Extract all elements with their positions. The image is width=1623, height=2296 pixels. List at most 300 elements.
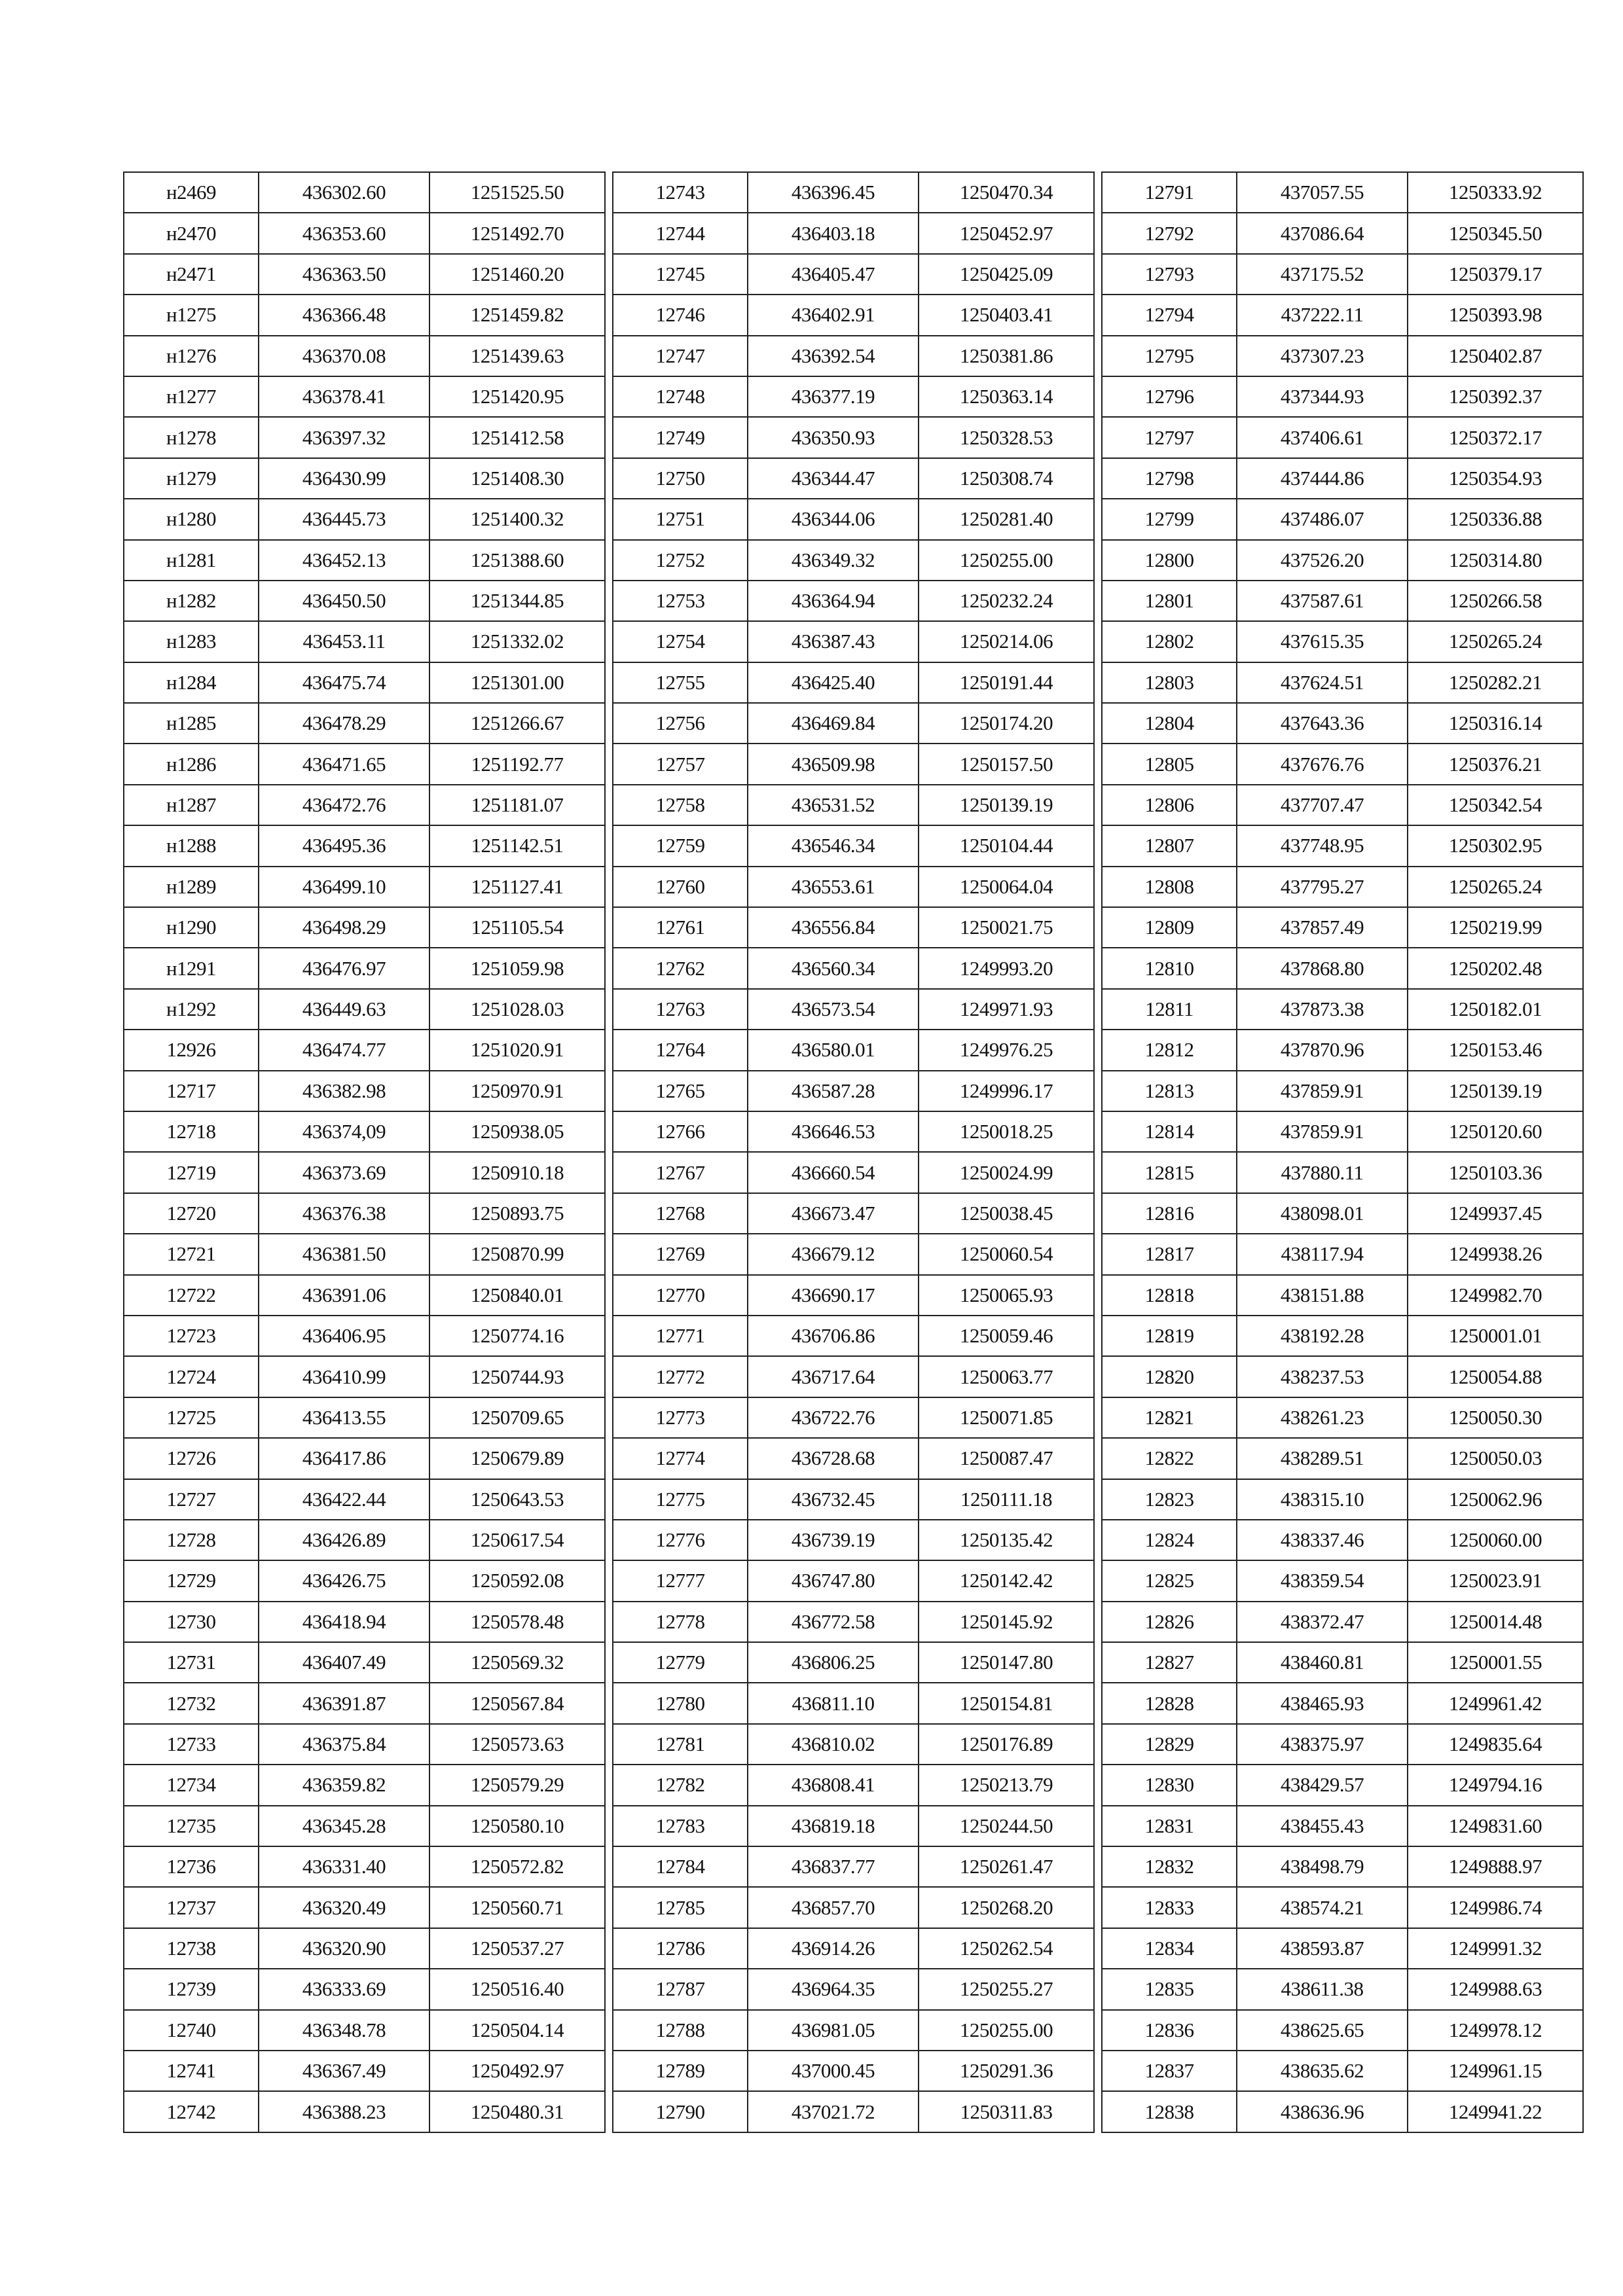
point-id-cell: 12831	[1102, 1806, 1237, 1846]
y-coordinate-cell: 1249831.60	[1408, 1806, 1583, 1846]
table-row	[124, 867, 605, 907]
y-coordinate-cell: 1251459.82	[429, 295, 605, 335]
x-coordinate-cell: 436302.60	[259, 172, 429, 213]
y-coordinate-cell: 1250018.25	[919, 1111, 1094, 1152]
y-coordinate-cell: 1249971.93	[919, 989, 1094, 1030]
point-id-cell: 12723	[124, 1316, 259, 1356]
table-row	[613, 1806, 1094, 1846]
x-coordinate-cell: 436476.97	[259, 948, 429, 988]
y-coordinate-cell: 1250592.08	[429, 1560, 605, 1601]
point-id-cell: 12837	[1102, 2051, 1237, 2091]
x-coordinate-cell: 438337.46	[1237, 1520, 1408, 1560]
point-id-cell: 12823	[1102, 1479, 1237, 1520]
y-coordinate-cell: 1250054.88	[1408, 1356, 1583, 1397]
table-row	[124, 1887, 605, 1928]
x-coordinate-cell: 436391.06	[259, 1275, 429, 1316]
table-row	[613, 295, 1094, 335]
y-coordinate-cell: 1250232.24	[919, 581, 1094, 621]
y-coordinate-cell: 1250265.24	[1408, 867, 1583, 907]
y-coordinate-cell: 1251420.95	[429, 376, 605, 417]
point-id-cell: 12815	[1102, 1152, 1237, 1193]
y-coordinate-cell: 1250537.27	[429, 1928, 605, 1969]
x-coordinate-cell: 436382.98	[259, 1071, 429, 1111]
y-coordinate-cell: 1250065.93	[919, 1275, 1094, 1316]
y-coordinate-cell: 1250569.32	[429, 1642, 605, 1683]
y-coordinate-cell: 1250219.99	[1408, 907, 1583, 948]
x-coordinate-cell: 436453.11	[259, 621, 429, 662]
point-id-cell: 12719	[124, 1152, 259, 1193]
table-row	[124, 540, 605, 581]
table-row	[1102, 621, 1583, 662]
point-id-cell: 12760	[613, 867, 748, 907]
point-id-cell: 12789	[613, 2051, 748, 2091]
point-id-cell: 12718	[124, 1111, 259, 1152]
table-row	[124, 1152, 605, 1193]
table-row	[613, 621, 1094, 662]
point-id-cell: 12743	[613, 172, 748, 213]
x-coordinate-cell: 438460.81	[1237, 1642, 1408, 1683]
point-id-cell: 12748	[613, 376, 748, 417]
point-id-cell: 12835	[1102, 1969, 1237, 2009]
y-coordinate-cell: 1251105.54	[429, 907, 605, 948]
x-coordinate-cell: 436469.84	[748, 703, 919, 744]
table-row	[124, 376, 605, 417]
point-id-cell: 12812	[1102, 1030, 1237, 1070]
y-coordinate-cell: 1251332.02	[429, 621, 605, 662]
table-row	[124, 785, 605, 825]
y-coordinate-cell: 1250516.40	[429, 1969, 605, 2009]
point-id-cell: 12821	[1102, 1397, 1237, 1438]
table-row	[1102, 1928, 1583, 1969]
x-coordinate-cell: 436673.47	[748, 1193, 919, 1234]
y-coordinate-cell: 1250014.48	[1408, 1602, 1583, 1642]
point-id-cell: 12817	[1102, 1234, 1237, 1274]
y-coordinate-cell: 1250504.14	[429, 2010, 605, 2051]
x-coordinate-cell: 436475.74	[259, 662, 429, 703]
y-coordinate-cell: 1250392.37	[1408, 376, 1583, 417]
x-coordinate-cell: 436344.06	[748, 499, 919, 539]
table-row	[124, 2051, 605, 2091]
point-id-cell: 12834	[1102, 1928, 1237, 1969]
y-coordinate-cell: 1249991.32	[1408, 1928, 1583, 1969]
point-id-cell: 12799	[1102, 499, 1237, 539]
x-coordinate-cell: 436367.49	[259, 2051, 429, 2091]
y-coordinate-cell: 1251301.00	[429, 662, 605, 703]
point-id-cell: 12792	[1102, 213, 1237, 253]
y-coordinate-cell: 1250617.54	[429, 1520, 605, 1560]
x-coordinate-cell: 436679.12	[748, 1234, 919, 1274]
table-row	[1102, 581, 1583, 621]
table-row	[613, 867, 1094, 907]
point-id-cell: 12728	[124, 1520, 259, 1560]
y-coordinate-cell: 1250840.01	[429, 1275, 605, 1316]
table-row	[1102, 295, 1583, 335]
x-coordinate-cell: 438315.10	[1237, 1479, 1408, 1520]
point-id-cell: 12761	[613, 907, 748, 948]
table-row	[613, 1397, 1094, 1438]
table-row	[124, 417, 605, 457]
point-id-cell: 12804	[1102, 703, 1237, 744]
point-id-cell: 12811	[1102, 989, 1237, 1030]
x-coordinate-cell: 436406.95	[259, 1316, 429, 1356]
x-coordinate-cell: 437676.76	[1237, 744, 1408, 784]
table-row	[1102, 2091, 1583, 2132]
y-coordinate-cell: 1250893.75	[429, 1193, 605, 1234]
y-coordinate-cell: 1250316.14	[1408, 703, 1583, 744]
point-id-cell: 12818	[1102, 1275, 1237, 1316]
y-coordinate-cell: 1250135.42	[919, 1520, 1094, 1560]
y-coordinate-cell: 1250402.87	[1408, 336, 1583, 376]
x-coordinate-cell: 436722.76	[748, 1397, 919, 1438]
y-coordinate-cell: 1250060.54	[919, 1234, 1094, 1274]
x-coordinate-cell: 436478.29	[259, 703, 429, 744]
point-id-cell: н1275	[124, 295, 259, 335]
point-id-cell: н1280	[124, 499, 259, 539]
table-row	[613, 1724, 1094, 1765]
point-id-cell: 12727	[124, 1479, 259, 1520]
x-coordinate-cell: 437057.55	[1237, 172, 1408, 213]
point-id-cell: 12825	[1102, 1560, 1237, 1601]
coordinate-grid	[123, 171, 1584, 2133]
table-row	[613, 376, 1094, 417]
x-coordinate-cell: 436690.17	[748, 1275, 919, 1316]
table-row	[1102, 1071, 1583, 1111]
point-id-cell: 12721	[124, 1234, 259, 1274]
y-coordinate-cell: 1250023.91	[1408, 1560, 1583, 1601]
x-coordinate-cell: 437748.95	[1237, 825, 1408, 866]
x-coordinate-cell: 438429.57	[1237, 1765, 1408, 1805]
coordinate-table	[123, 171, 1584, 2133]
x-coordinate-cell: 436403.18	[748, 213, 919, 253]
y-coordinate-cell: 1251344.85	[429, 581, 605, 621]
y-coordinate-cell: 1250480.31	[429, 2091, 605, 2132]
point-id-cell: 12717	[124, 1071, 259, 1111]
y-coordinate-cell: 1250244.50	[919, 1806, 1094, 1846]
x-coordinate-cell: 436509.98	[748, 744, 919, 784]
y-coordinate-cell: 1251408.30	[429, 458, 605, 499]
table-row	[1102, 1316, 1583, 1356]
table-row	[124, 499, 605, 539]
x-coordinate-cell: 436425.40	[748, 662, 919, 703]
table-row	[1102, 907, 1583, 948]
table-row	[1102, 1030, 1583, 1070]
point-id-cell: 12829	[1102, 1724, 1237, 1765]
point-id-cell: 12802	[1102, 621, 1237, 662]
point-id-cell: 12824	[1102, 1520, 1237, 1560]
point-id-cell: 12814	[1102, 1111, 1237, 1152]
y-coordinate-cell: 1250024.99	[919, 1152, 1094, 1193]
x-coordinate-cell: 437624.51	[1237, 662, 1408, 703]
point-id-cell: 12833	[1102, 1887, 1237, 1928]
x-coordinate-cell: 437870.96	[1237, 1030, 1408, 1070]
x-coordinate-cell: 436837.77	[748, 1846, 919, 1887]
table-row	[124, 1928, 605, 1969]
x-coordinate-cell: 438372.47	[1237, 1602, 1408, 1642]
table-row	[1102, 336, 1583, 376]
x-coordinate-cell: 438593.87	[1237, 1928, 1408, 1969]
y-coordinate-cell: 1251400.32	[429, 499, 605, 539]
y-coordinate-cell: 1249835.64	[1408, 1724, 1583, 1765]
x-coordinate-cell: 438574.21	[1237, 1887, 1408, 1928]
y-coordinate-cell: 1250282.21	[1408, 662, 1583, 703]
table-row	[124, 825, 605, 866]
table-row	[1102, 1683, 1583, 1723]
table-row	[1102, 825, 1583, 866]
point-id-cell: н1289	[124, 867, 259, 907]
table-row	[124, 1846, 605, 1887]
table-row	[124, 1683, 605, 1723]
y-coordinate-cell: 1250139.19	[1408, 1071, 1583, 1111]
table-row	[613, 1683, 1094, 1723]
x-coordinate-cell: 436320.49	[259, 1887, 429, 1928]
x-coordinate-cell: 436359.82	[259, 1765, 429, 1805]
table-row	[124, 1969, 605, 2009]
point-id-cell: 12808	[1102, 867, 1237, 907]
x-coordinate-cell: 436407.49	[259, 1642, 429, 1683]
y-coordinate-cell: 1250572.82	[429, 1846, 605, 1887]
point-id-cell: н1276	[124, 336, 259, 376]
point-id-cell: 12775	[613, 1479, 748, 1520]
table-row	[613, 417, 1094, 457]
point-id-cell: 12726	[124, 1438, 259, 1479]
y-coordinate-cell: 1250038.45	[919, 1193, 1094, 1234]
table-row	[124, 1724, 605, 1765]
x-coordinate-cell: 436546.34	[748, 825, 919, 866]
x-coordinate-cell: 436580.01	[748, 1030, 919, 1070]
point-id-cell: 12788	[613, 2010, 748, 2051]
table-row	[613, 213, 1094, 253]
table-row	[613, 1520, 1094, 1560]
y-coordinate-cell: 1251181.07	[429, 785, 605, 825]
y-coordinate-cell: 1250021.75	[919, 907, 1094, 948]
y-coordinate-cell: 1250573.63	[429, 1724, 605, 1765]
point-id-cell: 12763	[613, 989, 748, 1030]
y-coordinate-cell: 1250157.50	[919, 744, 1094, 784]
x-coordinate-cell: 436556.84	[748, 907, 919, 948]
table-row	[1102, 1275, 1583, 1316]
y-coordinate-cell: 1251412.58	[429, 417, 605, 457]
y-coordinate-cell: 1250744.93	[429, 1356, 605, 1397]
y-coordinate-cell: 1250393.98	[1408, 295, 1583, 335]
x-coordinate-cell: 436810.02	[748, 1724, 919, 1765]
x-coordinate-cell: 436445.73	[259, 499, 429, 539]
table-row	[1102, 1560, 1583, 1601]
y-coordinate-cell: 1250050.30	[1408, 1397, 1583, 1438]
y-coordinate-cell: 1250139.19	[919, 785, 1094, 825]
table-row	[613, 172, 1094, 213]
x-coordinate-cell: 436348.78	[259, 2010, 429, 2051]
y-coordinate-cell: 1249982.70	[1408, 1275, 1583, 1316]
x-coordinate-cell: 437587.61	[1237, 581, 1408, 621]
point-id-cell: н1283	[124, 621, 259, 662]
point-id-cell: 12779	[613, 1642, 748, 1683]
point-id-cell: н2471	[124, 254, 259, 295]
x-coordinate-cell: 437444.86	[1237, 458, 1408, 499]
table-row	[1102, 1438, 1583, 1479]
point-id-cell: 12828	[1102, 1683, 1237, 1723]
x-coordinate-cell: 437615.35	[1237, 621, 1408, 662]
x-coordinate-cell: 436374,09	[259, 1111, 429, 1152]
table-row	[613, 662, 1094, 703]
table-row	[613, 1560, 1094, 1601]
point-id-cell: 12749	[613, 417, 748, 457]
x-coordinate-cell: 437859.91	[1237, 1071, 1408, 1111]
y-coordinate-cell: 1250202.48	[1408, 948, 1583, 988]
table-row	[1102, 417, 1583, 457]
point-id-cell: н1286	[124, 744, 259, 784]
table-block-2	[612, 171, 1095, 2133]
x-coordinate-cell: 436388.23	[259, 2091, 429, 2132]
table-row	[1102, 1152, 1583, 1193]
point-id-cell: 12819	[1102, 1316, 1237, 1356]
point-id-cell: 12757	[613, 744, 748, 784]
table-row	[124, 1520, 605, 1560]
x-coordinate-cell: 437707.47	[1237, 785, 1408, 825]
point-id-cell: 12724	[124, 1356, 259, 1397]
x-coordinate-cell: 436378.41	[259, 376, 429, 417]
point-id-cell: 12926	[124, 1030, 259, 1070]
y-coordinate-cell: 1250302.95	[1408, 825, 1583, 866]
y-coordinate-cell: 1250176.89	[919, 1724, 1094, 1765]
table-row	[613, 2051, 1094, 2091]
x-coordinate-cell: 436430.99	[259, 458, 429, 499]
point-id-cell: 12732	[124, 1683, 259, 1723]
x-coordinate-cell: 436806.25	[748, 1642, 919, 1683]
point-id-cell: 12758	[613, 785, 748, 825]
y-coordinate-cell: 1250059.46	[919, 1316, 1094, 1356]
table-row	[1102, 254, 1583, 295]
y-coordinate-cell: 1250376.21	[1408, 744, 1583, 784]
point-id-cell: 12795	[1102, 336, 1237, 376]
point-id-cell: 12762	[613, 948, 748, 988]
point-id-cell: н1278	[124, 417, 259, 457]
table-row	[1102, 989, 1583, 1030]
point-id-cell: н1277	[124, 376, 259, 417]
point-id-cell: 12796	[1102, 376, 1237, 417]
point-id-cell: 12759	[613, 825, 748, 866]
point-id-cell: 12793	[1102, 254, 1237, 295]
table-row	[613, 1602, 1094, 1642]
point-id-cell: 12738	[124, 1928, 259, 1969]
point-id-cell: 12806	[1102, 785, 1237, 825]
point-id-cell: 12741	[124, 2051, 259, 2091]
y-coordinate-cell: 1249961.15	[1408, 2051, 1583, 2091]
x-coordinate-cell: 437868.80	[1237, 948, 1408, 988]
y-coordinate-cell: 1251439.63	[429, 336, 605, 376]
x-coordinate-cell: 436499.10	[259, 867, 429, 907]
y-coordinate-cell: 1250001.55	[1408, 1642, 1583, 1683]
x-coordinate-cell: 438289.51	[1237, 1438, 1408, 1479]
point-id-cell: 12725	[124, 1397, 259, 1438]
x-coordinate-cell: 436402.91	[748, 295, 919, 335]
y-coordinate-cell: 1251059.98	[429, 948, 605, 988]
table-row	[124, 703, 605, 744]
y-coordinate-cell: 1250153.46	[1408, 1030, 1583, 1070]
table-row	[1102, 1356, 1583, 1397]
point-id-cell: 12826	[1102, 1602, 1237, 1642]
y-coordinate-cell: 1250001.01	[1408, 1316, 1583, 1356]
table-row	[613, 1111, 1094, 1152]
y-coordinate-cell: 1250103.36	[1408, 1152, 1583, 1193]
x-coordinate-cell: 436471.65	[259, 744, 429, 784]
x-coordinate-cell: 436381.50	[259, 1234, 429, 1274]
point-id-cell: 12750	[613, 458, 748, 499]
y-coordinate-cell: 1250265.24	[1408, 621, 1583, 662]
point-id-cell: 12720	[124, 1193, 259, 1234]
x-coordinate-cell: 436376.38	[259, 1193, 429, 1234]
table-row	[124, 989, 605, 1030]
y-coordinate-cell: 1250063.77	[919, 1356, 1094, 1397]
table-row	[124, 1397, 605, 1438]
x-coordinate-cell: 436392.54	[748, 336, 919, 376]
y-coordinate-cell: 1249978.12	[1408, 2010, 1583, 2051]
x-coordinate-cell: 438192.28	[1237, 1316, 1408, 1356]
table-row	[613, 1438, 1094, 1479]
x-coordinate-cell: 436366.48	[259, 295, 429, 335]
point-id-cell: 12764	[613, 1030, 748, 1070]
point-id-cell: 12730	[124, 1602, 259, 1642]
x-coordinate-cell: 436772.58	[748, 1602, 919, 1642]
table-row	[613, 1479, 1094, 1520]
point-id-cell: 12736	[124, 1846, 259, 1887]
y-coordinate-cell: 1250643.53	[429, 1479, 605, 1520]
x-coordinate-cell: 437880.11	[1237, 1152, 1408, 1193]
y-coordinate-cell: 1249941.22	[1408, 2091, 1583, 2132]
x-coordinate-cell: 436363.50	[259, 254, 429, 295]
point-id-cell: н1281	[124, 540, 259, 581]
table-row	[613, 499, 1094, 539]
x-coordinate-cell: 437222.11	[1237, 295, 1408, 335]
table-row	[613, 1152, 1094, 1193]
table-row	[613, 254, 1094, 295]
y-coordinate-cell: 1250145.92	[919, 1602, 1094, 1642]
x-coordinate-cell: 436553.61	[748, 867, 919, 907]
table-row	[124, 172, 605, 213]
point-id-cell: 12722	[124, 1275, 259, 1316]
point-id-cell: 12836	[1102, 2010, 1237, 2051]
y-coordinate-cell: 1250774.16	[429, 1316, 605, 1356]
point-id-cell: н1282	[124, 581, 259, 621]
x-coordinate-cell: 438261.23	[1237, 1397, 1408, 1438]
table-row	[1102, 1806, 1583, 1846]
x-coordinate-cell: 436422.44	[259, 1479, 429, 1520]
table-row	[1102, 1397, 1583, 1438]
x-coordinate-cell: 438636.96	[1237, 2091, 1408, 2132]
x-coordinate-cell: 437307.23	[1237, 336, 1408, 376]
point-id-cell: 12794	[1102, 295, 1237, 335]
x-coordinate-cell: 436450.50	[259, 581, 429, 621]
point-id-cell: 12816	[1102, 1193, 1237, 1234]
x-coordinate-cell: 438498.79	[1237, 1846, 1408, 1887]
table-row	[613, 989, 1094, 1030]
x-coordinate-cell: 437859.91	[1237, 1111, 1408, 1152]
table-row	[1102, 2051, 1583, 2091]
point-id-cell: 12781	[613, 1724, 748, 1765]
table-row	[1102, 1887, 1583, 1928]
x-coordinate-cell: 436660.54	[748, 1152, 919, 1193]
x-coordinate-cell: 437643.36	[1237, 703, 1408, 744]
x-coordinate-cell: 436333.69	[259, 1969, 429, 2009]
x-coordinate-cell: 436373.69	[259, 1152, 429, 1193]
y-coordinate-cell: 1250191.44	[919, 662, 1094, 703]
table-row	[1102, 785, 1583, 825]
point-id-cell: 12800	[1102, 540, 1237, 581]
table-row	[124, 458, 605, 499]
table-row	[124, 1642, 605, 1683]
x-coordinate-cell: 437000.45	[748, 2051, 919, 2091]
table-row	[613, 1275, 1094, 1316]
table-row	[124, 1765, 605, 1805]
